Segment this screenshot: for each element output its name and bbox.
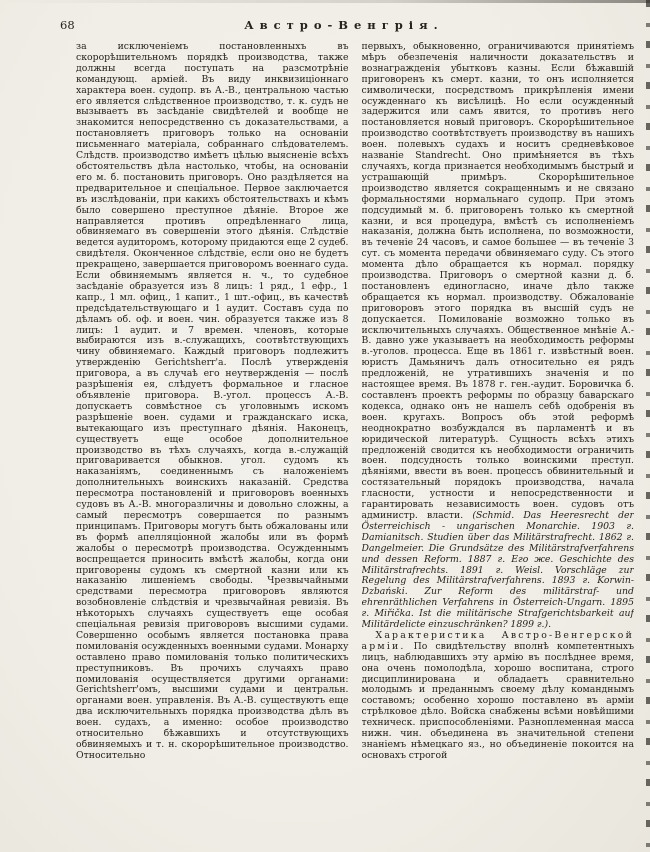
page-header [60, 18, 628, 32]
right-column [362, 42, 635, 846]
scan-top-artifact [0, 0, 650, 3]
left-column-text: за исключеніемъ постановленныхъ въ скорорѣшительномъ порядкѣ производства, также должны всегда поступать на разсмотрѣніе командующ. арміей. Въ виду инквизиціоннаго характера воен. судопр. въ А.-В., центральною частью его является слѣдственное производство, т. к. судъ не вызываетъ въ засѣданіе свидѣтелей и вообще не знакомится непосредственно съ доказательствами, а постановляетъ приговоръ только на основаніи письменнаго матеріала, собраннаго слѣдователемъ. Слѣдств. производство имѣетъ цѣлью выясненіе всѣхъ обстоятельствъ дѣла настолько, чтобы, на основаніи его м. б. постановить приговоръ. Оно раздѣляется на предварительное и спеціальное. Первое заключается въ изслѣдованіи, при какихъ обстоятельствахъ и кѣмъ было совершено преступное дѣяніе. Второе же направляется противъ опредѣленнаго лица, обвиняемаго въ совершеніи этого дѣянія. Слѣдствіе ведется аудиторомъ, которому придаются еще 2 судеб. свидѣтеля. Оконченное слѣдствіе, если оно не будетъ прекращено, завершается приговоромъ военнаго суда. Если обвиняемымъ является н. ч., то судебное засѣданіе образуется изъ 8 лицъ: 1 ряд., 1 ефр., 1 капр., 1 мл. офиц., 1 капит., 1 шт.-офиц., въ качествѣ предсѣдательствующаго и 1 аудит. Составъ суда по дѣламъ об. оф. и воен. чин. образуется также изъ 8 лицъ: 1 аудит. и 7 времен. членовъ, которые выбираются изъ в.-служащихъ, соотвѣтствующихъ чину обвиняемаго. Каждый приговоръ подлежитъ утвержденію Gerichtsherr'а. Послѣ утвержденія приговора, а въ случаѣ его неутвержденія — послѣ разрѣшенія ея, слѣдуетъ формальное и гласное объявленіе приговора. В.-угол. процессъ А.-В. допускаетъ совмѣстное съ уголовнымъ искомъ разрѣшеніе воен. судами и гражданскаго иска, вытекающаго изъ преступнаго дѣянія. Наконецъ, существуетъ еще особое дополнительное производство въ тѣхъ случаяхъ, когда в.-служащій приговаривается обыкнов. угол. судомъ къ наказаніямъ, соединеннымъ съ наложеніемъ дополнительныхъ воинскихъ наказаній. Средства пересмотра постановленій и приговоровъ военныхъ судовъ въ А.-В. многоразличны и довольно сложны, а самый пересмотръ совершается по разнымъ принципамъ. Приговоры могутъ быть обжалованы или въ формѣ апелляціонной жалобы или въ формѣ жалобы о пересмотрѣ производства. Осужденнымъ воспрещается приносить вмѣстѣ жалобы, когда они приговорены судомъ къ смертной казни или къ наказанію лишеніемъ свободы. Чрезвычайными средствами пересмотра приговоровъ являются возобновленіе слѣдствія и чрезвычайная ревизія. Въ нѣкоторыхъ случаяхъ существуетъ еще особая спеціальная ревизія приговоровъ высшими судами. Совершенно особымъ является постановка права помилованія осужденныхъ военными судами. Монарху оставлено право помилованія только политическихъ преступниковъ. Въ прочихъ случаяхъ право помилованія осуществляется другими органами: Gerichtsherr'омъ, высшими судами и центральн. органами воен. управленія. Въ А.-В. существуютъ еще два исключительныхъ порядка производства дѣлъ въ воен. судахъ, а именно: особое производство относительно бѣжавшихъ и отсутствующихъ обвиняемыхъ и т. н. скорорѣшительное производство. Относительно [76, 42, 349, 761]
right-column-text [362, 42, 635, 631]
left-column [76, 42, 349, 846]
run-in-heading: Характеристика Австро-Венгерской арміи. [361, 629, 634, 652]
running-title: Австро-Венгрія. [244, 18, 444, 32]
scan-edge-artifacts [646, 0, 650, 852]
right-paragraph-1: первыхъ, обыкновенно, ограничиваются принятіемъ мѣръ обезпеченія наличности доказательствъ и вознагражденія убытковъ казны. Если бѣжавшій приговоренъ къ смерт. казни, то онъ исполняется символически, посредствомъ прикрѣпленія имени осужденнаго къ висѣлицѣ. Но если осужденный задержится или самъ явится, то противъ него постановляется новый приговоръ. Скорорѣшительное производство соотвѣтствуетъ производству въ нашихъ воен. полевыхъ судахъ и носитъ средневѣковое названіе Standrecht. Оно примѣняется въ тѣхъ случаяхъ, когда признается необходимымъ быстрый и устрашающій примѣръ. Скорорѣшительное производство является сокращеннымъ и не связано формальностями нормальнаго судопр. При этомъ подсудимый м. б. приговоренъ только къ смертной казни, и вся процедура, вмѣстѣ съ исполненіемъ наказанія, должна быть исполнена, по возможности, въ теченіе 24 часовъ, и самое большее — въ теченіе 3 сут. съ момента передачи обвиняемаго суду. Съ этого момента дѣло обращается къ нормал. порядку производства. Приговоръ о смертной казни д. б. постановленъ единогласно, иначе дѣло также обращается къ нормал. производству. Обжалованіе приговоровъ этого порядка въ высшій судъ не допускается. Помилованіе возможно только въ исключительныхъ случаяхъ. Общественное мнѣніе А.-В. давно уже указываетъ на необходимость реформы в.-уголов. процесса. Еще въ 1861 г. извѣстный воен. юристъ Дамьяничъ далъ относительно ея рядъ предложеній, не утратившихъ значенія и по настоящее время. Въ 1878 г. ген.-аудит. Боровичка б. составленъ проектъ реформы по образцу баварскаго кодекса, однако онъ не нашелъ себѣ одобренія въ воен. кругахъ. Вопросъ объ этой реформѣ неоднократно возбуждался въ парламентѣ и въ юридической литературѣ. Сущность всѣхъ этихъ предложеній сводится къ необходимости ограничить воен. подсудность только воинскими преступ. дѣяніями, ввести въ воен. процессъ обвинительный и состязательный порядокъ производства, начала гласности, устности и непосредственности и гарантировать независимость воен. судовъ отъ администр. власти. [361, 42, 634, 521]
bibliography: (Schmid. Das Heeresrecht der Österreichisch - ungarischen Monarchie. 1903 г. Damianitsch. Studien über das Militärstrafrecht. 1862 г. Dangelmeier. Die Grundsätze des Militärstrafverfahrens und dessen Reform. 1887 г. Его же. Geschichte des Militärstrafrechts. 1891 г. Weisl. Vorschläge zur Regelung des Militärstrafverfahrens. 1893 г. Korwin-Dzbański. Zur Reform des militärstraf- und ehrenräthlichen Verfahrens in Österreich-Ungarn. 1895 г. Miřička. Ist die militärische Strafgerichtsbarkeit auf Militärdelicte einzuschränken? 1899 г.). [361, 509, 634, 631]
characteristics-paragraph [362, 631, 635, 762]
page-number: 68 [60, 18, 75, 32]
text-columns [76, 42, 634, 846]
right-paragraph-2: По свидѣтельству вполнѣ компетентныхъ лицъ, наблюдавшихъ эту армію въ послѣднее время, она очень помолодѣла, хорошо воспитана, строго дисциплинирована и обладаетъ сравнительно молодымъ и преданнымъ своему дѣлу команднымъ составомъ; особенно хорошо поставлено въ арміи стрѣлковое дѣло. Войска снабжены всѣми новѣйшими техническ. приспособленіями. Разноплеменная масса нижн. чин. объединена въ значительной степени знаніемъ нѣмецкаго яз., но объединеніе покоится на основахъ строгой [361, 640, 634, 761]
